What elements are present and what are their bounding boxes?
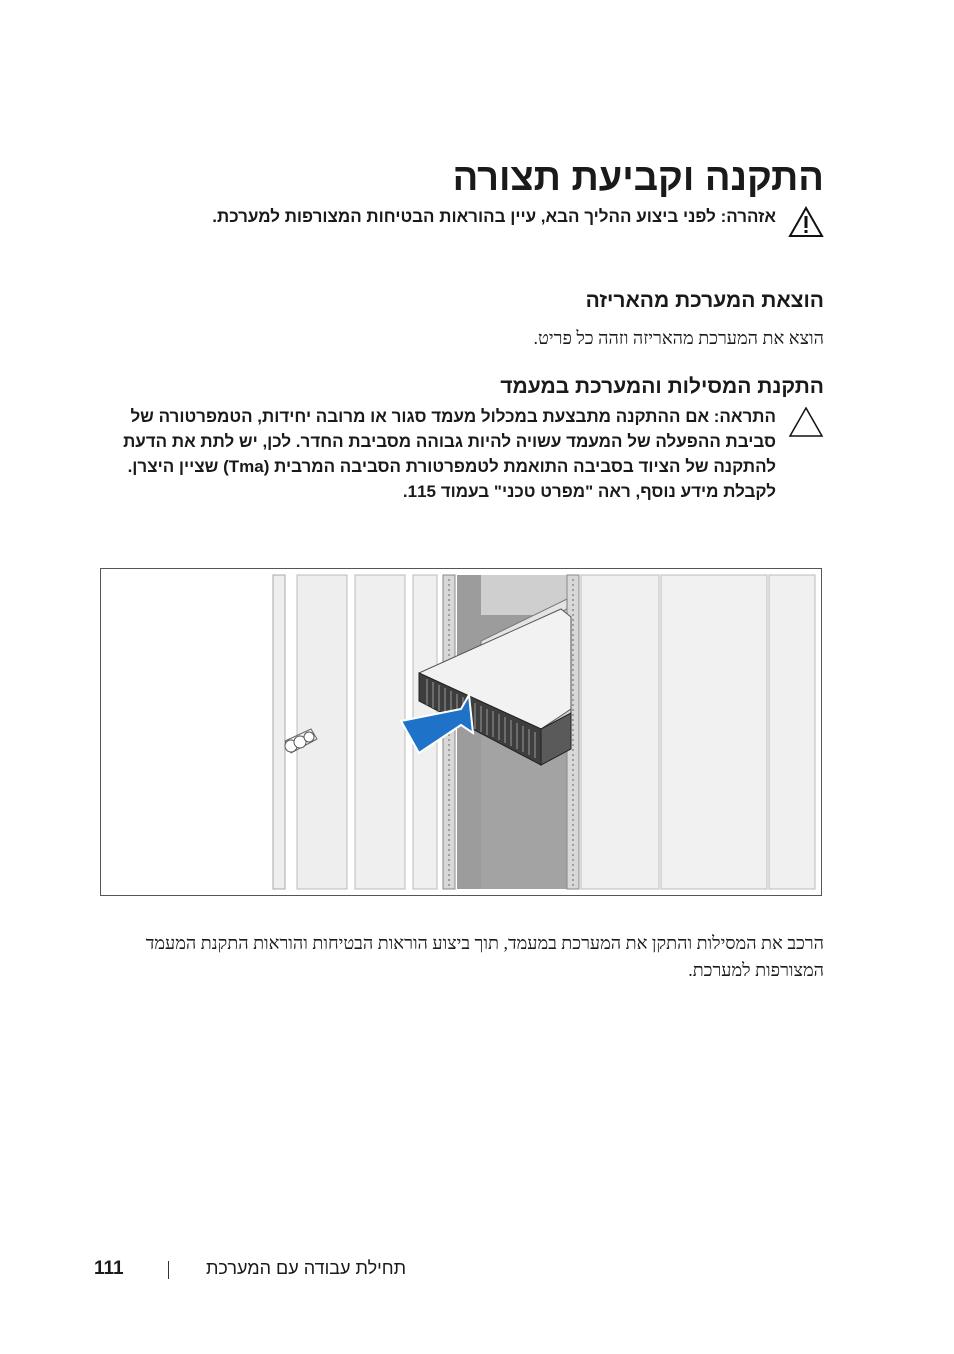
caution-text: התראה: אם ההתקנה מתבצעת במכלול מעמד סגור או מרובה יחידות, הטמפרטורה של סביבת ההפעלה של המעמד עשויה להיות גבוהה מסביבת החדר. לכן, יש לתת את הדעת להתקנה של הציוד בסביבה התואמת לטמפרטורת הסביבה המרבית (Tma) שציין היצרן. לקבלת מידע נוסף, ראה "מפרט טכני" בעמוד 115. [123, 407, 776, 501]
page-number: 111 [94, 1258, 124, 1279]
footer-chapter-title: תחילת עבודה עם המערכת [206, 1258, 407, 1278]
caution-triangle-icon [788, 406, 824, 438]
page-title: התקנה וקביעת תצורה [452, 157, 824, 199]
warning-triangle-icon [788, 206, 824, 238]
warning-notice [104, 204, 824, 238]
rack-illustration-svg [101, 569, 821, 895]
warning-text: אזהרה: לפני ביצוע ההליך הבא, עיין בהוראות הבטיחות המצורפות למערכת. [212, 207, 776, 226]
section-heading-unpacking: הוצאת המערכת מהאריזה [585, 289, 824, 312]
page-footer [0, 1258, 954, 1288]
rack-installation-illustration [100, 568, 822, 896]
caution-notice [104, 404, 824, 504]
unpacking-paragraph: הוצא את המערכת מהאריזה וזהה כל פריט. [533, 328, 824, 348]
rack-install-paragraph: הרכב את המסילות והתקן את המערכת במעמד, תוך ביצוע הוראות הבטיחות והוראות התקנת המעמד המצורפות למערכת. [145, 933, 824, 980]
section-heading-rack-install: התקנת המסילות והמערכת במעמד [500, 375, 824, 398]
footer-divider [168, 1261, 169, 1279]
